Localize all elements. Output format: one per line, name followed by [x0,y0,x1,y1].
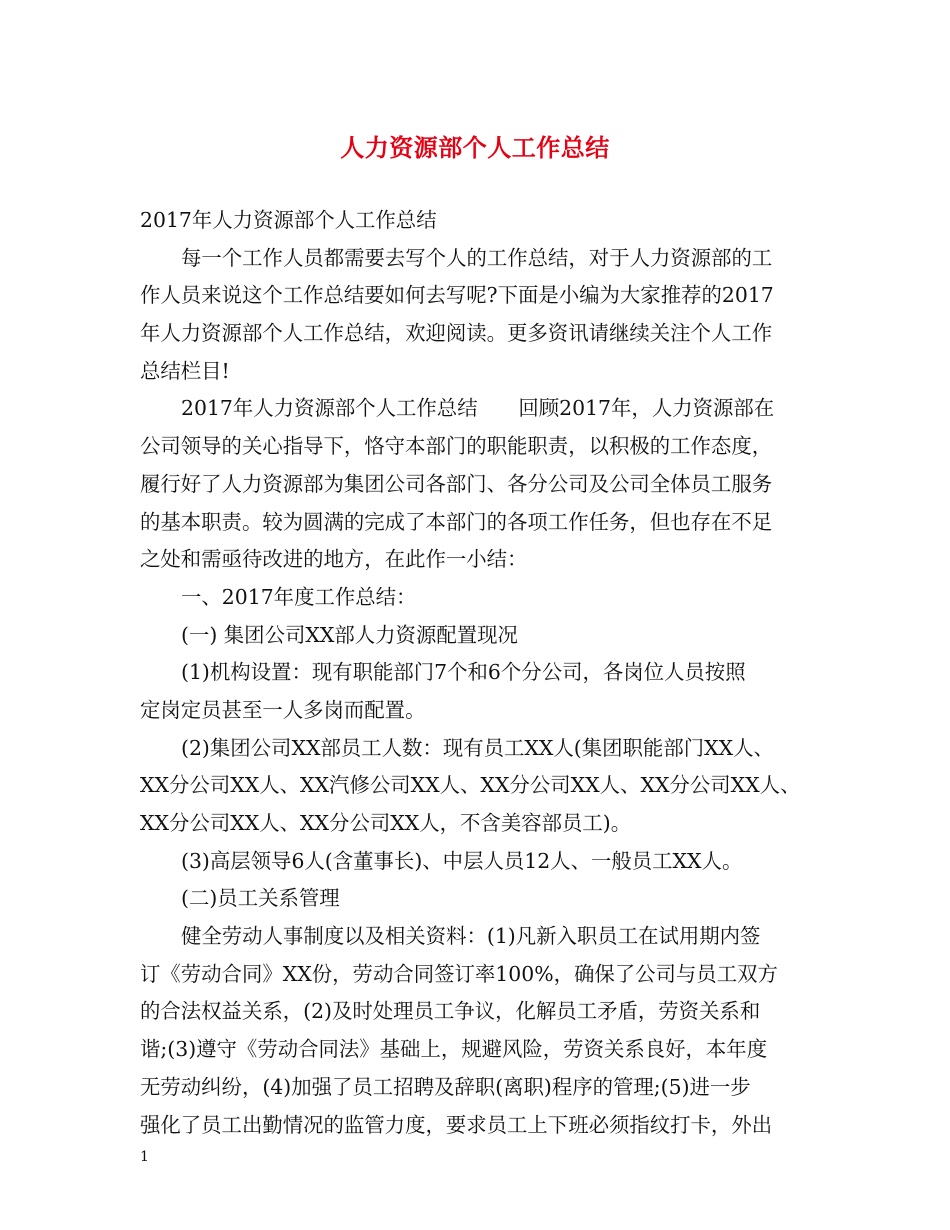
body-line: 2017年人力资源部个人工作总结 [140,208,437,232]
body-line: 健全劳动人事制度以及相关资料：(1)凡新入职员工在试用期内签 [181,924,761,949]
body-line: 履行好了人力资源部为集团公司各部门、各分公司及公司全体员工服务 [140,471,773,496]
body-line: 订《劳动合同》XX份，劳动合同签订率100%，确保了公司与员工双方 [140,961,778,986]
body-line: 的合法权益关系，(2)及时处理员工争议，化解员工矛盾，劳资关系和 [140,999,761,1024]
body-line: 的基本职责。较为圆满的完成了本部门的各项工作任务，但也存在不足 [140,509,773,534]
body-line: 定岗定员甚至一人多岗而配置。 [140,697,426,722]
body-line: 一、2017年度工作总结： [181,584,417,609]
body-line: (2)集团公司XX部员工人数：现有员工XX人(集团职能部门XX人、 [181,735,774,760]
body-line: 2017年人力资源部个人工作总结 回顾2017年，人力资源部在 [181,396,775,421]
body-line: (一) 集团公司XX部人力资源配置现况 [181,622,518,647]
body-line: (3)高层领导6人(含董事长)、中层人员12人、一般员工XX人。 [181,848,743,873]
body-line: XX分公司XX人、XX分公司XX人，不含美容部员工)。 [140,811,632,835]
body-line: XX分公司XX人、XX汽修公司XX人、XX分公司XX人、XX分公司XX人、 [140,773,801,798]
body-line: 作人员来说这个工作总结要如何去写呢?下面是小编为大家推荐的2017 [140,283,774,308]
body-line: 之处和需亟待改进的地方，在此作一小结： [140,547,528,572]
body-line: 每一个工作人员都需要去写个人的工作总结，对于人力资源部的工 [181,245,773,270]
body-line: 年人力资源部个人工作总结，欢迎阅读。更多资讯请继续关注个人工作 [140,321,773,346]
body-line: 强化了员工出勤情况的监管力度，要求员工上下班必须指纹打卡，外出 [140,1112,773,1137]
body-line: 总结栏目! [140,358,230,383]
document-title: 人力资源部个人工作总结 [340,133,610,162]
body-line: (二)员工关系管理 [181,886,340,911]
page-number: 1 [140,1149,149,1165]
body-line: 公司领导的关心指导下，恪守本部门的职能职责，以积极的工作态度， [140,434,773,459]
body-line: 无劳动纠纷，(4)加强了员工招聘及辞职(离职)程序的管理;(5)进一步 [140,1074,751,1099]
body-line: (1)机构设置：现有职能部门7个和6个分公司，各岗位人员按照 [181,660,746,685]
document-body [140,202,826,1144]
body-line: 谐;(3)遵守《劳动合同法》基础上，规避风险，劳资关系良好，本年度 [140,1037,768,1062]
